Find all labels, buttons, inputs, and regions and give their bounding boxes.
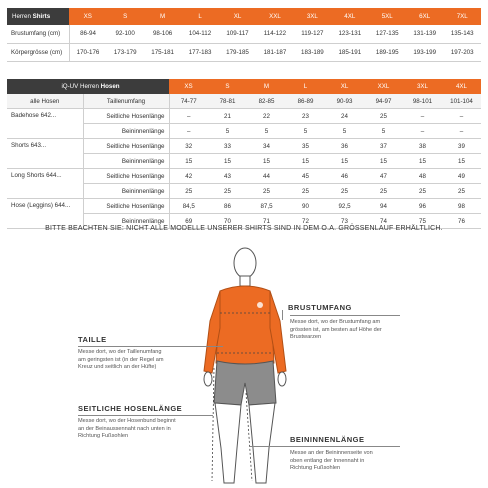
table-cell: 47 [364,169,403,184]
table-cell: – [403,109,442,124]
table-cell: 36 [325,139,364,154]
shirts-size-header: XL [219,8,256,25]
table-cell: 84,5 [169,199,208,214]
table-cell: 5 [286,124,325,139]
table-cell: 15 [208,154,247,169]
table-cell: 75 [403,214,442,229]
table-cell: 183-189 [294,43,331,61]
pants-size-header: L [286,79,325,94]
table-row [7,199,481,214]
shirts-header-row [7,8,481,25]
table-cell: 98 [442,199,481,214]
table-cell: – [403,124,442,139]
table-cell: 71 [247,214,286,229]
table-cell: 37 [364,139,403,154]
table-cell: 114-122 [256,25,293,43]
table-cell: 86 [208,199,247,214]
table-cell: – [169,109,208,124]
shirts-size-header: XXL [256,8,293,25]
model-name: Long Shorts 644... [7,169,83,199]
table-cell: 46 [325,169,364,184]
inseam-desc: Messe an der Beininnenseite von oben entlang der Innennaht in Richtung Fußsohlen [290,450,373,472]
body-figure-illustration [190,243,300,488]
chest-connector [282,310,283,320]
table-cell: 25 [169,184,208,199]
table-cell: 101-104 [442,94,481,109]
table-cell: 92,5 [325,199,364,214]
table-cell: 94-97 [364,94,403,109]
table-cell: 181-187 [256,43,293,61]
shirts-size-header: 5XL [369,8,406,25]
table-cell: 90 [286,199,325,214]
table-cell: 72 [286,214,325,229]
table-row [7,109,481,124]
table-cell: 45 [286,169,325,184]
table-cell: 35 [286,139,325,154]
table-cell: 25 [442,184,481,199]
table-cell: – [169,124,208,139]
pants-size-header: 3XL [403,79,442,94]
table-cell: – [442,124,481,139]
row-label: Körpergrösse (cm) [7,43,69,61]
waist-desc: Messe dort, wo der Taillenumfang am geringsten ist (in der Regel am Kreuz und seitlich an der Hüfte) [78,349,164,371]
table-cell: 92-100 [106,25,143,43]
shirts-title: Herren Shirts [7,8,69,25]
table-cell: 15 [442,154,481,169]
pants-size-header: M [247,79,286,94]
pants-size-header: XL [325,79,364,94]
model-name: Hose (Leggins) 644... [7,199,83,229]
pants-size-header: S [208,79,247,94]
table-cell: 5 [247,124,286,139]
table-cell: 39 [442,139,481,154]
table-cell: 25 [286,184,325,199]
chest-title: BRUSTUMFANG [288,303,352,312]
waist-title: TAILLE [78,335,107,344]
pants-size-table [7,79,481,229]
waist-leader-line [78,346,223,347]
table-cell: 22 [247,109,286,124]
shirts-size-header: XS [69,8,106,25]
table-cell: 25 [247,184,286,199]
table-row [7,25,481,43]
table-cell: 177-183 [181,43,218,61]
side-length-leader-line [78,415,213,416]
row-label: Seitliche Hosenlänge [83,199,169,214]
table-cell: 21 [208,109,247,124]
table-cell: 34 [247,139,286,154]
row-label: Beininnenlänge [83,124,169,139]
table-cell: 123-131 [331,25,368,43]
table-cell: 109-117 [219,25,256,43]
table-cell: 48 [403,169,442,184]
table-cell: 5 [325,124,364,139]
table-cell: 33 [208,139,247,154]
table-cell: 25 [403,184,442,199]
row-label: Seitliche Hosenlänge [83,109,169,124]
pants-size-header: XS [169,79,208,94]
row-label: Beininnenlänge [83,154,169,169]
table-cell: 78-81 [208,94,247,109]
table-cell: 98-101 [403,94,442,109]
table-cell: 15 [169,154,208,169]
table-cell: 189-195 [369,43,406,61]
table-cell: 86-89 [286,94,325,109]
table-cell: 38 [403,139,442,154]
table-cell: 49 [442,169,481,184]
shirts-size-header: L [181,8,218,25]
shirts-size-header: 6XL [406,8,443,25]
pants-size-header: 4XL [442,79,481,94]
row-label: Brustumfang (cm) [7,25,69,43]
table-cell: 44 [247,169,286,184]
table-cell: 135-143 [443,25,481,43]
table-cell: 173-179 [106,43,143,61]
shirts-size-header: S [106,8,143,25]
side-length-title: SEITLICHE HOSENLÄNGE [78,404,183,413]
table-row [7,169,481,184]
table-cell: 119-127 [294,25,331,43]
table-cell: 87,5 [247,199,286,214]
row-label: Seitliche Hosenlänge [83,169,169,184]
col-label-all: alle Hosen [7,94,83,109]
table-cell: 5 [364,124,403,139]
model-name: Badehose 642... [7,109,83,139]
pants-header-row [7,79,481,94]
table-cell: 82-85 [247,94,286,109]
table-cell: 197-203 [443,43,481,61]
table-cell: 127-135 [369,25,406,43]
table-cell: 74-77 [169,94,208,109]
pants-title: iQ-UV Herren Hosen [7,79,169,94]
availability-note: BITTE BEACHTEN SIE: NICHT ALLE MODELLE UNSERER SHIRTS SIND IN DEM O.A. GRÖSSENLAUF ERHÄLTLICH. [45,225,443,232]
inseam-leader-line [250,446,400,447]
table-cell: 73 [325,214,364,229]
table-cell: 185-191 [331,43,368,61]
table-cell: 193-199 [406,43,443,61]
table-cell: 94 [364,199,403,214]
table-cell: 23 [286,109,325,124]
table-cell: 25 [325,184,364,199]
shirts-size-header: 4XL [331,8,368,25]
table-cell: 43 [208,169,247,184]
table-cell: 69 [169,214,208,229]
table-cell: 15 [364,154,403,169]
table-row [7,43,481,61]
table-cell: 42 [169,169,208,184]
table-cell: 96 [403,199,442,214]
table-cell: 25 [208,184,247,199]
table-cell: 175-181 [144,43,181,61]
table-cell: 15 [247,154,286,169]
row-label: Beininnenlänge [83,214,169,229]
row-label: Beininnenlänge [83,184,169,199]
table-cell: 170-176 [69,43,106,61]
table-cell: 5 [208,124,247,139]
table-cell: 104-112 [181,25,218,43]
table-cell: 25 [364,184,403,199]
table-cell: 25 [364,109,403,124]
shirts-size-header: 3XL [294,8,331,25]
table-cell: – [442,109,481,124]
table-cell: 76 [442,214,481,229]
table-cell: 70 [208,214,247,229]
table-cell: 98-106 [144,25,181,43]
table-cell: 15 [325,154,364,169]
pants-size-header: XXL [364,79,403,94]
table-cell: 15 [403,154,442,169]
inseam-title: BEININNENLÄNGE [290,435,365,444]
col-label-waist: Taillenumfang [83,94,169,109]
shirts-size-header: 7XL [443,8,481,25]
shirts-size-header: M [144,8,181,25]
table-cell: 179-185 [219,43,256,61]
shirts-size-table [7,8,481,62]
table-cell: 86-94 [69,25,106,43]
table-cell: 90-93 [325,94,364,109]
table-cell: 15 [286,154,325,169]
row-label: Seitliche Hosenlänge [83,139,169,154]
chest-underline [290,315,400,316]
table-row [7,94,481,109]
model-name: Shorts 643... [7,139,83,169]
table-cell: 32 [169,139,208,154]
table-cell: 24 [325,109,364,124]
side-length-desc: Messe dort, wo der Hosenbund beginnt an der Beinaussennaht nach unten in Richtung Fußsohlen [78,418,176,440]
chest-desc: Messe dort, wo der Brustumfang am grössten ist, am besten auf Höhe der Brustwarzen [290,319,382,341]
table-row [7,139,481,154]
table-cell: 131-139 [406,25,443,43]
table-cell: 74 [364,214,403,229]
